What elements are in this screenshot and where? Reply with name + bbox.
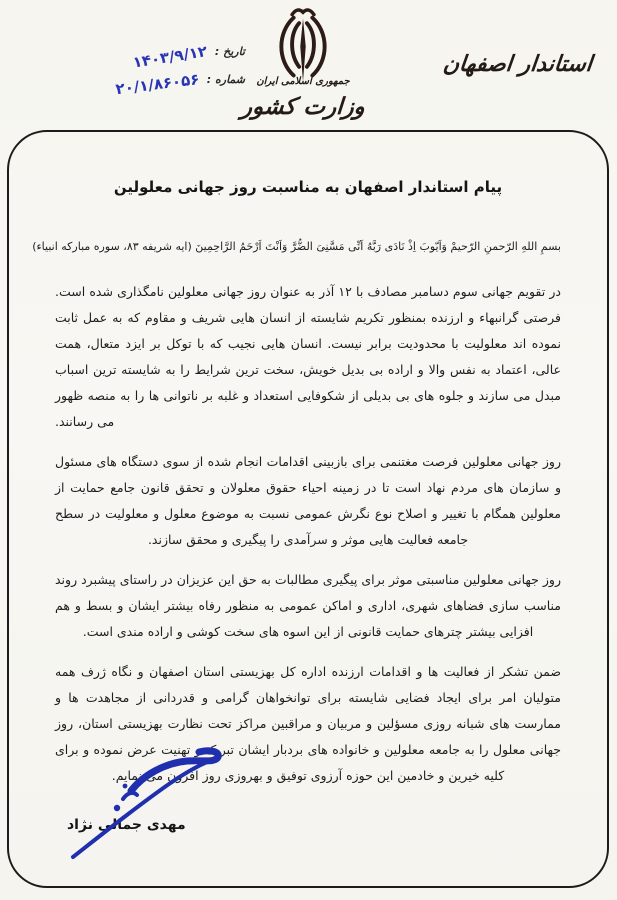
handwritten-signature-icon — [61, 739, 261, 864]
body-paragraph-2: روز جهانی معلولین فرصت مغتنمی برای بازبینی اقدامات انجام شده از سوی دستگاه های مسئول و سازمان های مردم نهاد است تا در زمینه احیاء حقوق معلولان و تحقق قانون جامع حمایت از معلولین همگام با تغییر و اصلاح نوع نگرش عمومی نسبت به موضوع معلول و معلولیت در سطح جامعه فعالیت هایی موثر و سرآمدی را پیگیری و محقق سازند. — [55, 454, 561, 547]
date-value: ۱۴۰۳/۹/۱۲ — [131, 42, 209, 72]
number-value: ۲۰/۱/۸۶۰۵۶ — [114, 70, 200, 99]
date-label: تاریخ : — [214, 44, 245, 58]
number-label: شماره : — [206, 72, 245, 86]
governor-of-isfahan-title: استاندار اصفهان — [441, 52, 594, 77]
date-row — [30, 42, 245, 72]
body-paragraph-1: در تقویم جهانی سوم دسامبر مصادف با ۱۲ آذر به عنوان روز جهانی معلولین نامگذاری شده است. فرصتی گرانبهاء و ارزنده بمنظور تکریم شایسته از انسان هایی شریف و مقاوم که به عمل ثابت نموده اند معلولیت با محدودیت برابر نیست. انسان هایی نجیب که با توکل بر ایزد متعال، همت عالی، اعتماد به نفس والا و اراده بی بدیل خویش، سخت ترین شرایط را به شایسته ترین اسباب مبدل می سازند و جلوه های بی بدیلی از شکوفایی استعداد و غلبه بر ناتوانی ها را به منصه ظهور می رسانند. — [55, 284, 561, 429]
body-paragraph-3: روز جهانی معلولین مناسبتی موثر برای پیگیری مطالبات به حق این عزیزان در راستای پیشبرد روند مناسب سازی فضاهای شهری، اداری و اماکن عمومی به منظور رفاه بیشتر ایشان و بسط و هم افزایی بیشتر چترهای حمایت قانونی از این اسوه های سخت کوشی و اراده مندی است. — [55, 572, 561, 639]
signatory-name: مهدی جمالی نژاد — [67, 817, 186, 833]
republic-of-iran-label: جمهوری اسلامی ایران — [256, 76, 350, 87]
ministry-of-interior-title: وزارت کشور — [240, 94, 366, 120]
body-paragraph-4: ضمن تشکر از فعالیت ها و اقدامات ارزنده اداره کل بهزیستی استان اصفهان و نگاه ژرف همه متولیان امر برای ایجاد فضایی شایسته برای توانخواهان گرامی و قدردانی از مجاهدت ها و ممارست های شبانه روزی مسؤلین و مربیان و مراقبین مراکز تحت نظارت بهزیستی استان، روز جهانی معلول را به جامعه معلولین و خانواده های بردبار ایشان تبریک و تهنیت عرض نموده و برای کلیه خیرین و خادمین این حوزه آرزوی توفیق و بهروزی روز افزون می نمایم. — [55, 664, 561, 783]
letter-frame — [7, 130, 609, 888]
number-row — [30, 70, 245, 99]
bismillah-verse: بسمِ اللهِ الرّحمنِ الرّحیمْ وَاَیّوبَ اِذْ نَادَی رَبَّهُ اَنِّی مَسَّنِیَ الضُّرَّ وَاَنْتَ اَرْحَمُ الرَّاحِمِینَ (ایه شریفه ۸۳، سوره مبارکه انبیاء) — [32, 240, 561, 253]
date-number-block — [30, 42, 245, 98]
letter-title: پیام استاندار اصفهان به مناسبت روز جهانی معلولین — [113, 178, 503, 196]
